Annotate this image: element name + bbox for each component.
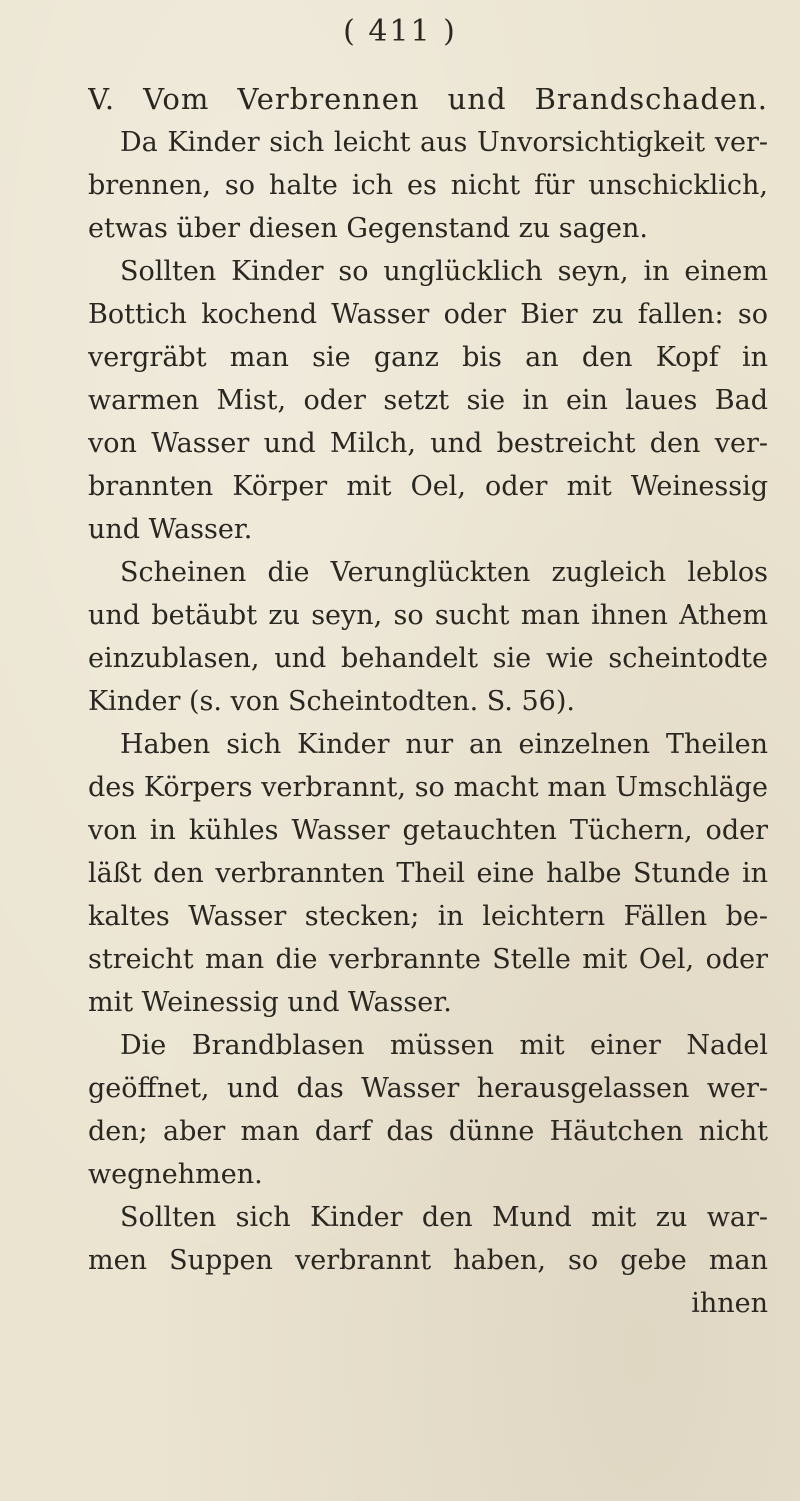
text-line: brannten Körper mit Oel, oder mit Weinessig — [88, 471, 768, 502]
text-line: Die Brandblasen müssen mit einer Nadel — [120, 1030, 768, 1061]
text-line: wegnehmen. — [88, 1159, 263, 1190]
text-line: brennen, so halte ich es nicht für unschicklich, — [88, 170, 768, 201]
text-line: kaltes Wasser stecken; in leichtern Fällen be- — [88, 901, 768, 932]
text-line: mit Weinessig und Wasser. — [88, 987, 452, 1018]
text-line: einzublasen, und behandelt sie wie scheintodte — [88, 643, 768, 674]
text-line: streicht man die verbrannte Stelle mit Oel, oder — [88, 944, 768, 975]
text-line: Haben sich Kinder nur an einzelnen Theilen — [120, 729, 768, 760]
text-line: geöffnet, und das Wasser herausgelassen wer- — [88, 1073, 768, 1104]
text-line: des Körpers verbrannt, so macht man Umschläge — [88, 772, 768, 803]
text-line: und betäubt zu seyn, so sucht man ihnen Athem — [88, 600, 768, 631]
text-line: men Suppen verbrannt haben, so gebe man — [88, 1245, 768, 1276]
text-line: Kinder (s. von Scheintodten. S. 56). — [88, 686, 575, 717]
text-line: läßt den verbrannten Theil eine halbe Stunde in — [88, 858, 768, 889]
body-text — [88, 78, 768, 1325]
text-line: warmen Mist, oder setzt sie in ein laues Bad — [88, 385, 768, 416]
section-heading: V. Vom Verbrennen und Brandschaden. — [88, 82, 768, 116]
text-line: Sollten Kinder so unglücklich seyn, in einem — [120, 256, 768, 287]
text-line: Scheinen die Verunglückten zugleich leblos — [120, 557, 768, 588]
text-line: etwas über diesen Gegenstand zu sagen. — [88, 213, 648, 244]
text-line: den; aber man darf das dünne Häutchen nicht — [88, 1116, 768, 1147]
text-line: von in kühles Wasser getauchten Tüchern, oder — [88, 815, 768, 846]
text-line: Bottich kochend Wasser oder Bier zu fallen: so — [88, 299, 768, 330]
text-line: von Wasser und Milch, und bestreicht den ver- — [88, 428, 768, 459]
text-line: Sollten sich Kinder den Mund mit zu war- — [120, 1202, 768, 1233]
text-line: und Wasser. — [88, 514, 253, 545]
text-line: ihnen — [691, 1288, 768, 1319]
page-number: ( 411 ) — [343, 14, 457, 49]
text-line: Da Kinder sich leicht aus Unvorsichtigkeit ver- — [120, 127, 768, 158]
text-line: vergräbt man sie ganz bis an den Kopf in — [88, 342, 768, 373]
